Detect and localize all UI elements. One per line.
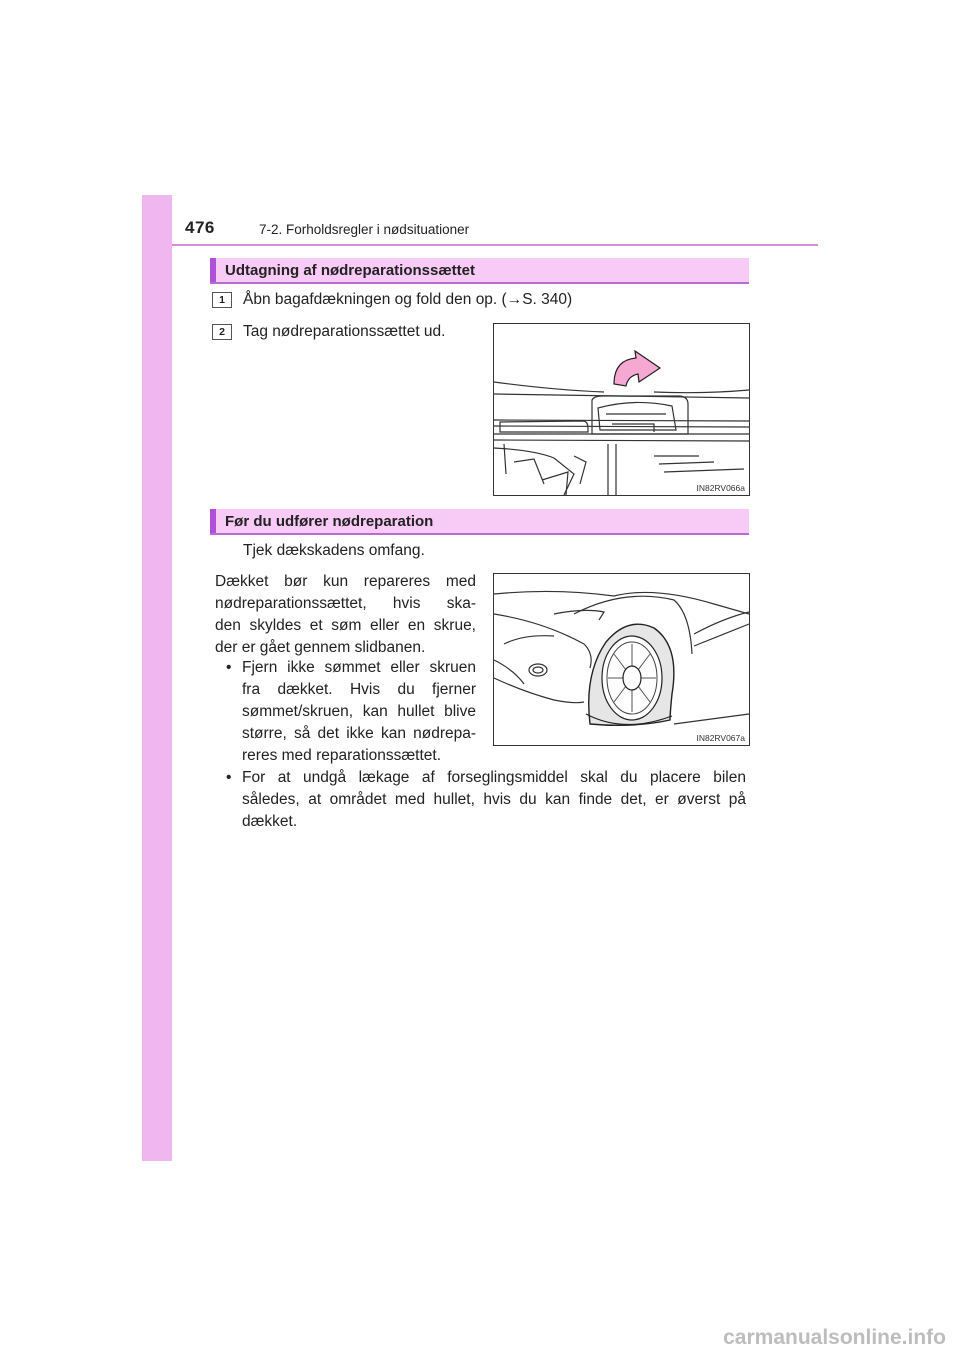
bullet-position-car xyxy=(242,767,746,833)
section-title: Før du udfører nødreparation xyxy=(225,513,434,530)
chapter-sidebar-tab xyxy=(142,195,172,1161)
figure-code: IN82RV067a xyxy=(696,733,745,743)
section-accent xyxy=(210,258,216,282)
bullet-do-not-remove-nail xyxy=(242,657,476,767)
bullet-line: således, at området med hullet, hvis du kan finde det, er øverst på xyxy=(242,791,746,808)
watermark: carmanualsonline.info xyxy=(723,1326,946,1349)
intro-text: Tjek dækskadens omfang. xyxy=(243,542,425,559)
section-heading-before-repair xyxy=(210,509,749,535)
figure-flat-tire xyxy=(493,573,750,746)
bullet-line: reres med reparationssættet. xyxy=(242,747,442,764)
step-1-text: Åbn bagafdækningen og fold den op. (→S. 340) xyxy=(243,291,573,308)
step-number-2: 2 xyxy=(212,324,232,340)
flat-tire-illustration xyxy=(494,574,749,745)
bullet-line: sømmet/skruen, kan hullet blive xyxy=(242,703,476,720)
figure-code: IN82RV066a xyxy=(696,483,745,493)
step-2-text: Tag nødreparationssættet ud. xyxy=(243,323,446,340)
step-number-1: 1 xyxy=(212,292,232,308)
bullet-line: Fjern ikke sømmet eller skruen xyxy=(242,659,476,676)
bullet-line: dækket. xyxy=(242,813,298,830)
bullet-line: større, så det ikke kan nødrepa- xyxy=(242,725,476,742)
paragraph-line: nødreparationssættet, hvis ska- xyxy=(215,595,476,612)
section-heading-kit-removal xyxy=(210,258,749,284)
paragraph-line: den skyldes et søm eller en skrue, xyxy=(215,617,476,634)
paragraph-line: Dækket bør kun repareres med xyxy=(215,573,476,590)
bullet-mark: • xyxy=(226,659,232,676)
section-accent xyxy=(210,509,216,533)
header-divider xyxy=(172,244,818,246)
section-title: Udtagning af nødreparationssættet xyxy=(225,262,476,279)
bullet-line: fra dækket. Hvis du fjerner xyxy=(242,681,476,698)
paragraph-line: der er gået gennem slidbanen. xyxy=(215,639,426,656)
repair-condition-paragraph xyxy=(215,571,476,659)
figure-trunk-kit-removal xyxy=(493,323,750,496)
page-number: 476 xyxy=(185,218,215,237)
bullet-line: For at undgå lækage af forseglingsmiddel skal du placere bilen xyxy=(242,769,746,786)
chapter-title: 7-2. Forholdsregler i nødsituationer xyxy=(259,222,470,237)
bullet-mark: • xyxy=(226,769,232,786)
trunk-illustration xyxy=(494,324,749,495)
